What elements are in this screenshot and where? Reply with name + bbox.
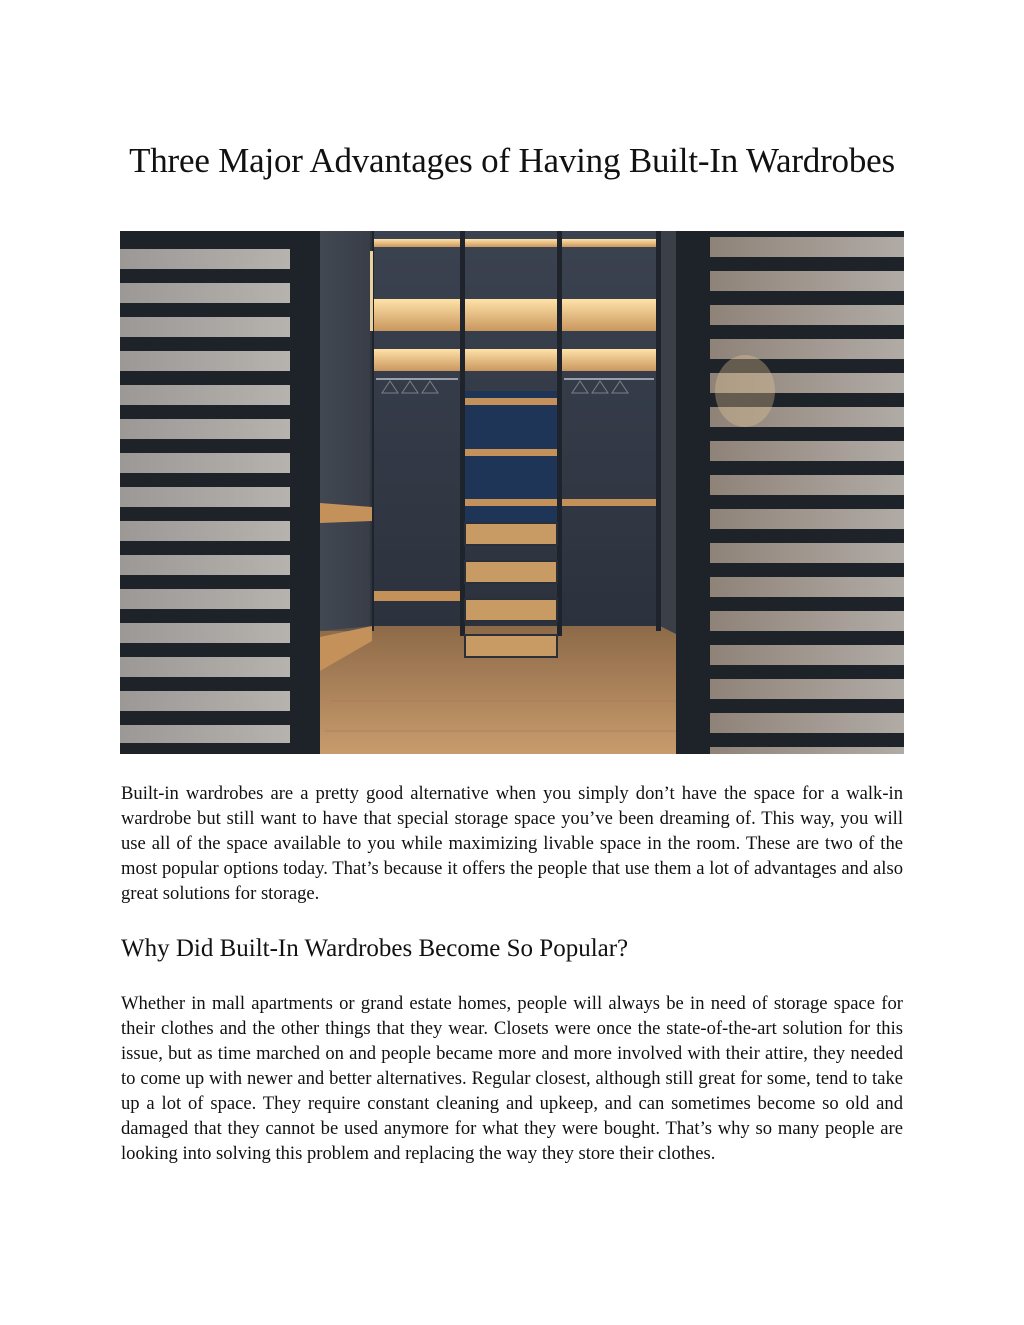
wardrobe-illustration bbox=[120, 231, 904, 754]
section-heading: Why Did Built-In Wardrobes Become So Popular? bbox=[121, 935, 629, 962]
left-slatted-door bbox=[120, 231, 320, 754]
body-paragraph: Whether in mall apartments or grand estate homes, people will always be in need of storage space for their clothes and the other things that they wear. Closets were once the state-of-the-art solution for this issue, but as time marched on and people became more and more involved with their attire, they needed to come up with newer and better alternatives. Regular closest, although still great for some, tend to take up a lot of space. They require constant cleaning and upkeep, and can sometimes become so old and damaged that they cannot be used anymore for what they were bought. That’s why so many people are looking into solving this problem and replacing the way they store their clothes. bbox=[121, 993, 903, 1164]
right-slatted-door bbox=[676, 231, 904, 754]
intro-paragraph: Built-in wardrobes are a pretty good alternative when you simply don’t have the space for a walk-in wardrobe but still want to have that special storage space you’ve been dreaming of. This way, you will use all of the space available to you while maximizing livable space in the room. These are two of the most popular options today. That’s because it offers the people that use them a lot of advantages and also great solutions for storage. bbox=[121, 783, 903, 904]
hero-image-walk-in-wardrobe bbox=[120, 231, 904, 754]
page-title: Three Major Advantages of Having Built-In Wardrobes bbox=[129, 141, 895, 180]
